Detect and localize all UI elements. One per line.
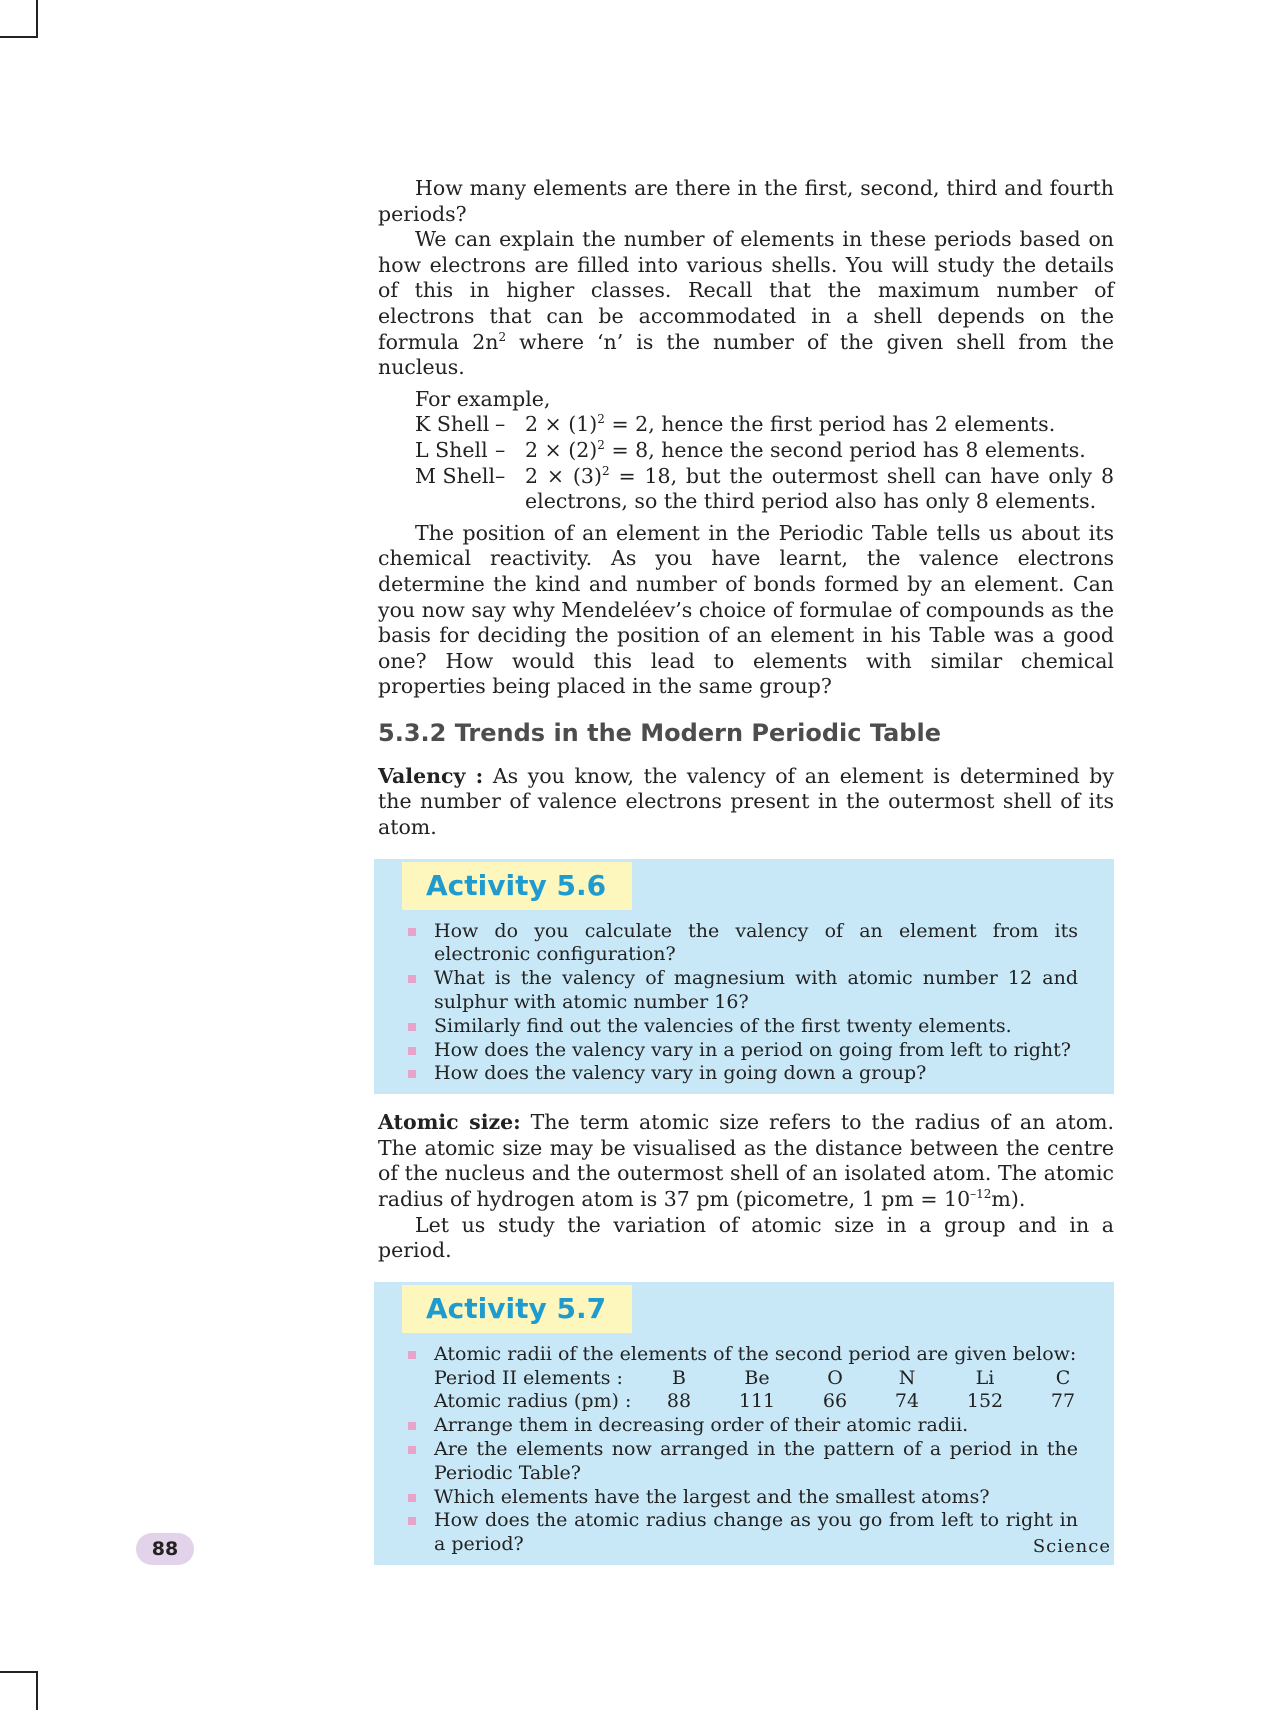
- atomic-radii-table: [434, 1367, 1078, 1415]
- shell-examples: [415, 387, 1114, 515]
- paragraph-question-periods: How many elements are there in the first, second, third and fourth periods?: [378, 176, 1114, 226]
- crop-mark-top-left: [36, 0, 38, 37]
- subject-label: Science: [1032, 1536, 1111, 1557]
- list-item: Which elements have the largest and the smallest atoms?: [404, 1486, 1078, 1510]
- crop-mark-bottom-left: [36, 1671, 38, 1710]
- list-item: What is the valency of magnesium with atomic number 12 and sulphur with atomic number 16?: [404, 967, 1078, 1015]
- list-item: Arrange them in decreasing order of their atomic radii.: [404, 1414, 1078, 1438]
- list-item: Similarly find out the valencies of the first twenty elements.: [404, 1015, 1078, 1039]
- list-item: Atomic radii of the elements of the second period are given below: Period II elements : B Be O N Li C Atomic radius (pm) : 88 111 66 74 152 77: [404, 1343, 1078, 1414]
- example-row-l-shell: L Shell – $2 \times (2)^2 = 8$, hence the second period has 8 elements.: [415, 437, 1086, 462]
- page-content: [378, 176, 1114, 1565]
- valency-term: Valency :: [378, 763, 484, 788]
- section-heading: 5.3.2 Trends in the Modern Periodic Table: [378, 718, 941, 747]
- paragraph-atomic-size: Atomic size: The term atomic size refers to the radius of an atom. The atomic size may be visualised as the distance between the centre of the nucleus and the outermost shell of an isolated atom. The atomic radius of hydrogen atom is 37 pm (picometre, 1 pm = $10^{-12}m$).: [378, 1110, 1114, 1212]
- atomic-size-term: Atomic size:: [378, 1110, 521, 1135]
- paragraph-position-reactivity: The position of an element in the Periodic Table tells us about its chemical reactivity. As you have learnt, the valence electrons determine the kind and number of bonds formed by an element. Can you now say why Mendeléev’s choice of formulae of compounds as the basis for deciding the position of an element in his Table was a good one? How would this lead to elements with similar chemical properties being placed in the same group?: [378, 520, 1114, 699]
- activity-title: Activity 5.6: [402, 862, 632, 910]
- example-row-k-shell: K Shell – $2 \times (1)^2 = 2$, hence the first period has 2 elements.: [415, 412, 1056, 437]
- list-item: Are the elements now arranged in the pattern of a period in the Periodic Table?: [404, 1438, 1078, 1486]
- list-item: How does the atomic radius change as you go from left to right in a period?: [404, 1509, 1078, 1557]
- crop-mark-top-left: [0, 36, 38, 38]
- table-row: Atomic radius (pm) : 88 111 66 74 152 77: [434, 1390, 1076, 1413]
- page-number-badge: 88: [136, 1533, 194, 1565]
- paragraph-valency: Valency : As you know, the valency of an element is determined by the number of valence electrons present in the outermost shell of its atom.: [378, 763, 1115, 840]
- activity-box-5-7: [374, 1282, 1114, 1565]
- paragraph-shell-filling: We can explain the number of elements in these periods based on how electrons are filled into various shells. You will study the details of this in higher classes. Recall that the maximum number of electrons that can be accommodated in a shell depends on the formula $2n^2$ where ‘n’ is the number of the given shell from the nucleus.: [378, 227, 1114, 380]
- list-item: How does the valency vary in going down a group?: [404, 1062, 1078, 1086]
- list-item: How does the valency vary in a period on going from left to right?: [404, 1039, 1078, 1063]
- list-item: How do you calculate the valency of an element from its electronic configuration?: [404, 920, 1078, 968]
- activity-title: Activity 5.7: [402, 1285, 632, 1333]
- activity-question-list: [374, 920, 1114, 1087]
- for-example-label: For example,: [415, 386, 551, 411]
- crop-mark-bottom-left: [0, 1671, 38, 1673]
- example-row-m-shell: M Shell – $2 \times (3)^2 = 18$, but the outermost shell can have only 8 electrons, so the third period also has only 8 elements.: [415, 463, 1114, 514]
- paragraph-study-variation: Let us study the variation of atomic size in a group and in a period.: [378, 1212, 1114, 1263]
- activity-box-5-6: [374, 859, 1114, 1095]
- activity-question-list: [374, 1343, 1114, 1557]
- table-row: Period II elements : B Be O N Li C: [434, 1366, 1071, 1389]
